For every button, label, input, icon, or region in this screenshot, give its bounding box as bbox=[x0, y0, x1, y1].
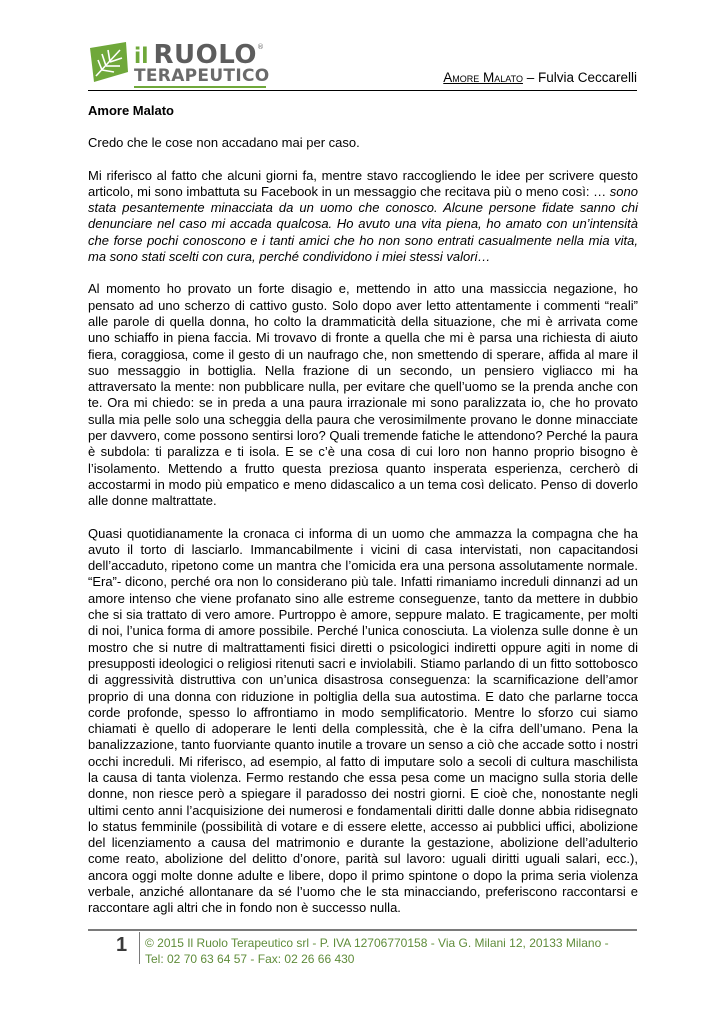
header-title: Amore Malato bbox=[443, 70, 523, 85]
paragraph-2-text: Mi riferisco al fatto che alcuni giorni fa, mentre stavo raccogliendo le idee per scrivere questo articolo, mi sono imbattuta su Facebook in un messaggio che recitava più o meno così: … bbox=[88, 167, 638, 199]
logo-registered-mark: ® bbox=[256, 43, 264, 51]
logo-ruolo: RUOLO bbox=[153, 40, 257, 70]
article-title: Amore Malato bbox=[88, 103, 174, 118]
leaf-logo-icon bbox=[88, 42, 130, 84]
article-body bbox=[88, 103, 638, 933]
logo-underline bbox=[134, 86, 266, 88]
header-separator: – bbox=[522, 70, 538, 85]
footer-rule bbox=[88, 929, 637, 931]
paragraph-3: Al momento ho provato un forte disagio e, mettendo in atto una massiccia negazione, ho pensato ad uno scherzo di cattivo gusto. Solo dopo aver letto attentamente i commenti “reali” alle parole di quella donna, ho colto la drammaticità della situazione, che mi è arrivata come uno schiaffo in piena faccia. Mi trovavo di fronte a quella che mi è parsa una richiesta di aiuto fiera, coraggiosa, come il gesto di un naufrago che, non smettendo di sperare, affida al mare il suo messaggio in bottiglia. Nella frazione di un secondo, un pensiero vigliacco mi ha attraversato la mente: non pubblicare nulla, per evitare che quell’uomo se la prenda anche con te. Ora mi chiedo: se in preda a una paura irrazionale mi sono paralizzata io, che ho provato sulla mia pelle solo una scheggia della paura che verosimilmente provano le donne minacciate per davvero, come possono sentirsi loro? Quali tremende fatiche le attendono? Perché la paura è subdola: ti paralizza e ti isola. E se c’è una cosa di cui loro non hanno proprio bisogno è l’isolamento. Mettendo a frutto questa preziosa quanto insperata esperienza, cercherò di accostarmi in modo più empatico e meno didascalico a un tema così delicato. Penso di doverlo alle donne maltrattate. bbox=[88, 281, 638, 509]
page-number: 1 bbox=[116, 934, 128, 956]
paragraph-1: Credo che le cose non accadano mai per caso. bbox=[88, 135, 360, 151]
logo-il: il bbox=[134, 44, 149, 68]
paragraph-2 bbox=[88, 168, 638, 266]
paragraph-2-quote: sono stata pesantemente minacciata da un uomo che conosco. Alcune persone fidate sanno chi denunciare nel caso mi accada qualcosa. Ho avuto una vita piena, ho amato con un’intensità che forse pochi conoscono e i tanti amici che ho non sono entrati casualmente nella mia vita, ma sono stati scelti con cura, perché condividono i miei stessi valori… bbox=[88, 183, 638, 265]
header-author: Fulvia Ceccarelli bbox=[537, 70, 637, 85]
brand-logo bbox=[88, 42, 268, 88]
footer-contact bbox=[145, 935, 635, 967]
footer-line-2: Tel: 02 70 63 64 57 - Fax: 02 26 66 430 bbox=[145, 952, 355, 966]
footer-divider bbox=[139, 932, 140, 964]
footer-line-1: © 2015 Il Ruolo Terapeutico srl - P. IVA 12706770158 - Via G. Milani 12, 20133 Milano - bbox=[145, 936, 609, 950]
paragraph-4: Quasi quotidianamente la cronaca ci informa di un uomo che ammazza la compagna che ha avuto il torto di lasciarlo. Immancabilmente i vicini di casa intervistati, non capacitandosi dell’accaduto, ripetono come un mantra che l’omicida era una persona assolutamente normale. “Era”- dicono, perché ora non lo considerano più tale. Infatti rimaniamo increduli dinnanzi ad un amore intenso che viene profanato sino alle estreme conseguenze, tanto da mettere in dubbio che si sia trattato di vero amore. Purtroppo è amore, seppure malato. E tragicamente, per molti di noi, l’unica forma di amore possibile. Perché l’unica conosciuta. La violenza sulle donne è un mostro che si nutre di maltrattamenti fisici diretti o psicologici indiretti oppure agiti in nome di presupposti ideologici o religiosi ritenuti sacri e inviolabili. Stiamo parlando di un fitto sottobosco di aggressività distruttiva con un’unica disastrosa conseguenza: la scarnificazione dell’amor proprio di una donna con riduzione in poltiglia della sua autostima. E dato che parlarne tocca corde profonde, spesso lo affrontiamo in modo semplificatorio. Mentre lo sforzo cui siamo chiamati è quello di adoperare le lenti della complessità, che è la cifra dell’umano. Pena la banalizzazione, tanto fuorviante quanto inutile a trovare un senso a ciò che accade sotto i nostri occhi increduli. Mi riferisco, ad esempio, al fatto di imputare solo a secoli di cultura maschilista la causa di tanta violenza. Fermo restando che essa pesa come un macigno sulla storia delle donne, non riesce però a spiegare il paradosso dei nostri giorni. E cioè che, nonostante negli ultimi cento anni l’acquisizione dei numerosi e fondamentali diritti dalle donne abbia ridisegnato lo status femminile (possibilità di votare e di essere elette, accesso ai pubblici uffici, abolizione del licenziamento a causa del matrimonio e durante la gestazione, abolizione dell’adulterio come reato, abolizione del delitto d’onore, parità sul lavoro: uguali diritti uguali salari, ecc.), ancora oggi molte donne adulte e libere, dopo il primo spintone o dopo la prima seria violenza verbale, anziché allontanare da sé l’uomo che le sta minacciando, preferiscono raccontarsi e raccontare agli altri che in fondo non è successo nulla. bbox=[88, 525, 638, 916]
running-header bbox=[443, 70, 637, 85]
logo-terapeutico: TERAPEUTICO bbox=[134, 66, 270, 86]
header-rule bbox=[88, 90, 637, 91]
